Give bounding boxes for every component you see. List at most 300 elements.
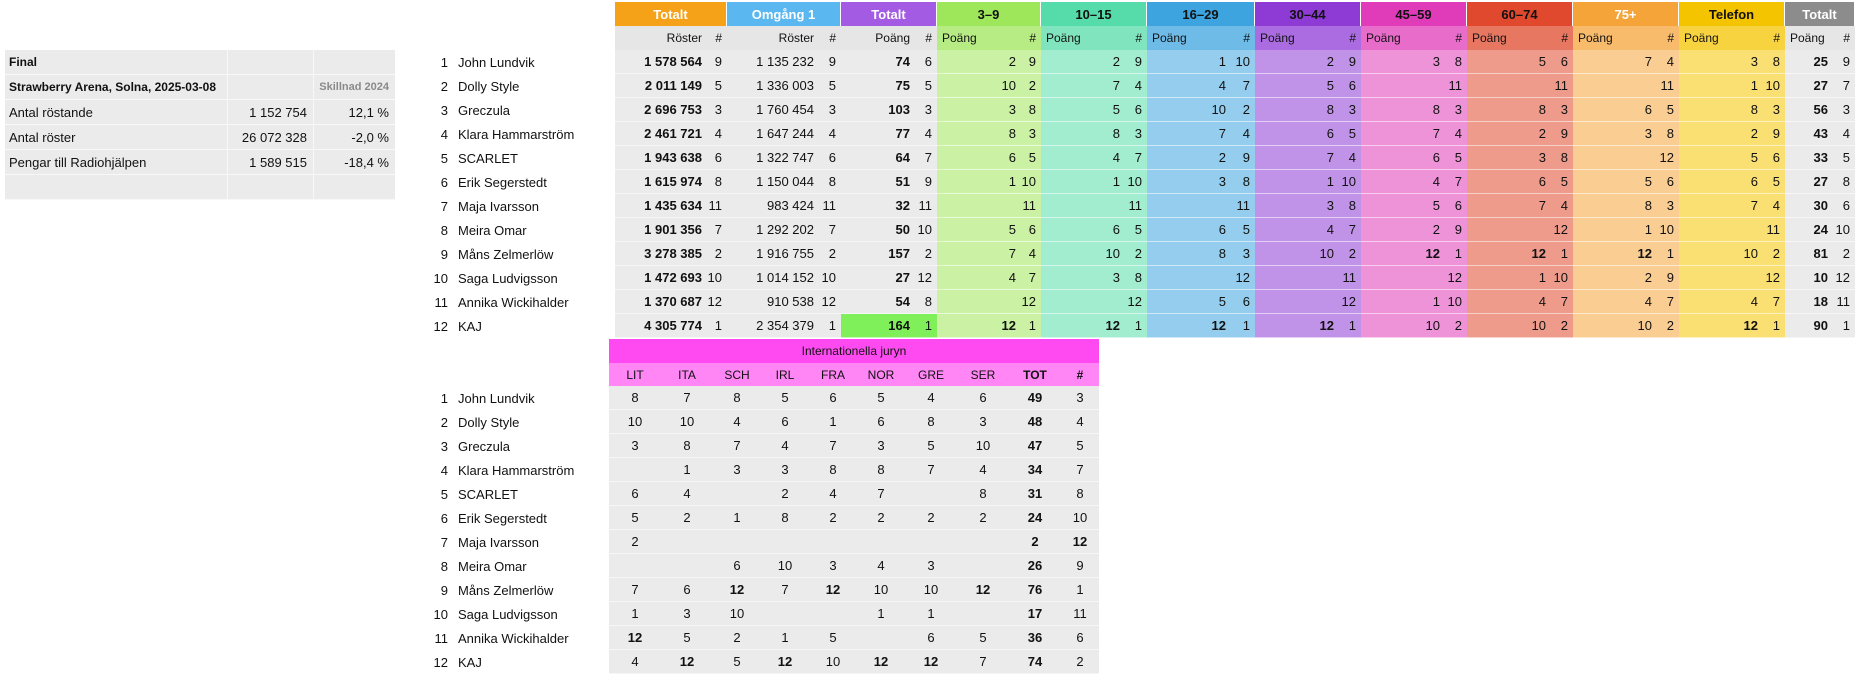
- contestant-name: Erik Segerstedt: [458, 174, 547, 190]
- result-value: 1 336 003: [727, 74, 819, 98]
- result-value: 6: [1255, 122, 1339, 146]
- result-rank: 11: [1231, 194, 1255, 218]
- result-rank: 10: [1125, 170, 1147, 194]
- result-rank: 6: [1763, 146, 1785, 170]
- result-value: [1041, 194, 1125, 218]
- main-names-column: [430, 50, 610, 338]
- group-header-row: [615, 2, 1855, 26]
- result-rank: 7: [1021, 266, 1041, 290]
- result-rank: 10: [1339, 170, 1361, 194]
- jury-score: [905, 482, 957, 505]
- jury-score: 3: [631, 438, 639, 453]
- contestant-row: [430, 98, 610, 122]
- jury-score: 12: [923, 654, 939, 669]
- contestant-name: Erik Segerstedt: [458, 510, 547, 526]
- jury-score: 10: [825, 654, 841, 669]
- jury-score: 8: [631, 390, 639, 405]
- jury-score: 10: [873, 582, 889, 597]
- result-rank: 2: [915, 242, 937, 266]
- jury-score: 10: [627, 414, 643, 429]
- result-value: 8: [1573, 194, 1657, 218]
- contestant-name: Måns Zelmerlöw: [458, 246, 554, 262]
- result-value: 6: [1573, 98, 1657, 122]
- result-rank: 4: [1833, 122, 1855, 146]
- contestant-name: John Lundvik: [458, 390, 535, 406]
- result-rank: 7: [915, 146, 937, 170]
- result-value: 4 305 774: [615, 314, 707, 338]
- result-value: 81: [1785, 242, 1833, 266]
- contestant-name: SCARLET: [458, 150, 518, 166]
- result-rank: 1: [1021, 314, 1041, 338]
- result-value: 7: [1679, 194, 1763, 218]
- sub-header-rank: #: [1125, 26, 1147, 50]
- result-value: 3: [1255, 194, 1339, 218]
- result-rank: 6: [707, 146, 727, 170]
- jury-score: 12: [729, 582, 745, 597]
- result-value: [1147, 194, 1231, 218]
- result-rank: 5: [1445, 146, 1467, 170]
- result-rank: 6: [1339, 74, 1361, 98]
- result-value: 3: [1467, 146, 1551, 170]
- result-rank: 11: [1445, 74, 1467, 98]
- result-rank: 3: [1231, 242, 1255, 266]
- jury-score: 12: [679, 654, 695, 669]
- jury-score: 7: [927, 462, 935, 477]
- contestant-name: SCARLET: [458, 486, 518, 502]
- group-header: 60–74: [1467, 2, 1573, 26]
- result-value: 5: [1147, 290, 1231, 314]
- summary-value: 1 152 754: [227, 100, 313, 124]
- jury-score: [857, 530, 905, 553]
- jury-score: [957, 554, 1009, 577]
- rank-number: 4: [440, 462, 448, 478]
- jury-score: 6: [877, 414, 885, 429]
- result-value: 3 278 385: [615, 242, 707, 266]
- result-value: 6: [1679, 170, 1763, 194]
- result-rank: 9: [1551, 122, 1573, 146]
- jury-header: SCH: [724, 367, 750, 382]
- result-rank: 5: [1021, 146, 1041, 170]
- result-value: 4: [937, 266, 1021, 290]
- result-rank: 12: [1021, 290, 1041, 314]
- result-value: 54: [841, 290, 915, 314]
- result-rank: 9: [1445, 218, 1467, 242]
- result-value: 10: [1041, 242, 1125, 266]
- jury-score: 6: [631, 486, 639, 501]
- result-value: 12: [1147, 314, 1231, 338]
- result-value: 3: [1573, 122, 1657, 146]
- jury-title: Internationella juryn: [609, 339, 1099, 363]
- jury-score: 12: [873, 654, 889, 669]
- result-rank: 6: [1445, 194, 1467, 218]
- result-value: 2 011 149: [615, 74, 707, 98]
- jury-score: 8: [877, 462, 885, 477]
- group-header: 16–29: [1147, 2, 1255, 26]
- result-rank: 12: [915, 266, 937, 290]
- jury-row: [609, 554, 1099, 578]
- jury-score: 7: [829, 438, 837, 453]
- contestant-row: [430, 218, 610, 242]
- result-value: 10: [1785, 266, 1833, 290]
- result-value: 27: [1785, 74, 1833, 98]
- result-rank: 11: [1125, 194, 1147, 218]
- jury-score: [857, 626, 905, 649]
- jury-body: [609, 386, 1099, 674]
- jury-score: 1: [631, 606, 639, 621]
- jury-score: 10: [975, 438, 991, 453]
- result-rank: 4: [1125, 74, 1147, 98]
- jury-score: 1: [877, 606, 885, 621]
- result-value: 1 014 152: [727, 266, 819, 290]
- result-rank: 6: [1657, 170, 1679, 194]
- jury-score: 5: [877, 390, 885, 405]
- result-rank: 9: [915, 170, 937, 194]
- result-value: 983 424: [727, 194, 819, 218]
- contestant-name: Annika Wickihalder: [458, 294, 569, 310]
- result-rank: 1: [1657, 242, 1679, 266]
- result-value: 1 292 202: [727, 218, 819, 242]
- result-rank: 12: [1763, 266, 1785, 290]
- contestant-row: [430, 530, 610, 554]
- result-value: 5: [1573, 170, 1657, 194]
- rank-number: 9: [440, 246, 448, 262]
- result-value: [1467, 74, 1551, 98]
- jury-header: IRL: [775, 367, 795, 382]
- sub-header-value: Poäng: [1467, 26, 1551, 50]
- result-value: 2 696 753: [615, 98, 707, 122]
- jury-score: 3: [683, 606, 691, 621]
- result-value: 12: [1041, 314, 1125, 338]
- jury-score: 8: [829, 462, 837, 477]
- result-value: 2: [1573, 266, 1657, 290]
- jury-score: 17: [1027, 606, 1043, 621]
- summary-row: [5, 150, 395, 175]
- jury-score: 5: [631, 510, 639, 525]
- result-rank: 1: [1339, 314, 1361, 338]
- jury-score: 12: [825, 582, 841, 597]
- jury-score: 48: [1027, 414, 1043, 429]
- result-value: [1573, 74, 1657, 98]
- result-rank: 8: [1125, 266, 1147, 290]
- contestant-row: [430, 266, 610, 290]
- jury-score: 31: [1027, 486, 1043, 501]
- result-value: [937, 290, 1021, 314]
- jury-score: 2: [829, 510, 837, 525]
- jury-row: [609, 434, 1099, 458]
- rank-number: 3: [440, 102, 448, 118]
- jury-score: 10: [1072, 510, 1088, 525]
- result-value: 7: [1361, 122, 1445, 146]
- results-row: [615, 146, 1855, 170]
- result-value: 4: [1467, 290, 1551, 314]
- result-rank: 10: [819, 266, 841, 290]
- contestant-name: Greczula: [458, 102, 511, 118]
- result-rank: 8: [1763, 50, 1785, 74]
- result-rank: 11: [1657, 74, 1679, 98]
- result-rank: 7: [819, 218, 841, 242]
- contestant-name: Annika Wickihalder: [458, 630, 569, 646]
- contestant-row: [430, 122, 610, 146]
- result-value: 2 354 379: [727, 314, 819, 338]
- result-rank: 5: [1763, 170, 1785, 194]
- result-rank: 5: [1657, 98, 1679, 122]
- results-row: [615, 122, 1855, 146]
- jury-header-row: [609, 363, 1099, 386]
- contestant-row: [430, 626, 610, 650]
- result-rank: 12: [819, 290, 841, 314]
- result-value: 3: [937, 98, 1021, 122]
- result-rank: 4: [1763, 194, 1785, 218]
- result-rank: 5: [1125, 218, 1147, 242]
- result-value: 5: [1679, 146, 1763, 170]
- result-value: [1573, 146, 1657, 170]
- result-rank: 7: [707, 218, 727, 242]
- sub-header-value: Poäng: [1147, 26, 1231, 50]
- summary-title: Final: [9, 55, 38, 69]
- results-row: [615, 170, 1855, 194]
- rank-number: 3: [440, 438, 448, 454]
- result-value: [1255, 290, 1339, 314]
- contestant-name: Maja Ivarsson: [458, 534, 539, 550]
- contestant-row: [430, 290, 610, 314]
- group-header: 30–44: [1255, 2, 1361, 26]
- result-rank: 3: [1833, 98, 1855, 122]
- sub-header-row: [615, 26, 1855, 50]
- summary-diff: -2,0 %: [313, 125, 395, 149]
- jury-score: 3: [979, 414, 987, 429]
- jury-score: 7: [781, 582, 789, 597]
- jury-score: 76: [1027, 582, 1043, 597]
- jury-row: [609, 578, 1099, 602]
- result-rank: 9: [1125, 50, 1147, 74]
- result-value: 2: [937, 50, 1021, 74]
- summary-panel: [5, 50, 395, 200]
- result-value: 7: [1573, 50, 1657, 74]
- rank-number: 12: [433, 654, 448, 670]
- jury-score: 6: [979, 390, 987, 405]
- result-value: 1 760 454: [727, 98, 819, 122]
- result-value: 1: [1255, 170, 1339, 194]
- result-value: 157: [841, 242, 915, 266]
- jury-names-column: [430, 386, 610, 674]
- result-rank: 8: [1021, 98, 1041, 122]
- result-value: [1467, 218, 1551, 242]
- result-rank: 6: [819, 146, 841, 170]
- result-rank: 11: [1551, 74, 1573, 98]
- jury-score: 7: [631, 582, 639, 597]
- result-value: 7: [1041, 74, 1125, 98]
- jury-score: 34: [1027, 462, 1043, 477]
- jury-row: [609, 506, 1099, 530]
- result-rank: 6: [1551, 50, 1573, 74]
- result-value: 2 461 721: [615, 122, 707, 146]
- jury-score: 5: [683, 630, 691, 645]
- sub-header-value: Poäng: [1255, 26, 1339, 50]
- jury-header: TOT: [1023, 367, 1047, 382]
- result-value: 1 322 747: [727, 146, 819, 170]
- contestant-row: [430, 410, 610, 434]
- result-rank: 5: [1551, 170, 1573, 194]
- result-rank: 6: [915, 50, 937, 74]
- contestant-row: [430, 50, 610, 74]
- group-header: Totalt: [841, 2, 937, 26]
- group-header: 75+: [1573, 2, 1679, 26]
- contestant-row: [430, 506, 610, 530]
- contestant-name: Meira Omar: [458, 558, 527, 574]
- result-value: 10: [1361, 314, 1445, 338]
- jury-header: NOR: [867, 367, 895, 382]
- jury-row: [609, 410, 1099, 434]
- result-value: 5: [1467, 50, 1551, 74]
- result-value: 74: [841, 50, 915, 74]
- result-rank: 11: [1339, 266, 1361, 290]
- result-value: [937, 194, 1021, 218]
- result-value: 8: [1467, 98, 1551, 122]
- jury-score: 3: [877, 438, 885, 453]
- sub-header-value: Poäng: [1785, 26, 1833, 50]
- result-value: 6: [1041, 218, 1125, 242]
- result-value: 1 916 755: [727, 242, 819, 266]
- result-rank: 11: [915, 194, 937, 218]
- result-value: 43: [1785, 122, 1833, 146]
- result-rank: 2: [1551, 314, 1573, 338]
- results-row: [615, 242, 1855, 266]
- result-rank: 1: [1763, 314, 1785, 338]
- contestant-row: [430, 458, 610, 482]
- contestant-row: [430, 314, 610, 338]
- results-table: [615, 2, 1855, 338]
- contestant-row: [430, 602, 610, 626]
- jury-score: 9: [1076, 558, 1084, 573]
- jury-score: 2: [1031, 534, 1039, 549]
- result-rank: 7: [1445, 170, 1467, 194]
- jury-score: 10: [729, 606, 745, 621]
- result-rank: 4: [1657, 50, 1679, 74]
- sub-header-value: Röster: [615, 26, 707, 50]
- result-value: 64: [841, 146, 915, 170]
- jury-score: 5: [979, 630, 987, 645]
- summary-label: Antal röster: [9, 129, 76, 145]
- result-value: 4: [1041, 146, 1125, 170]
- result-value: 7: [1467, 194, 1551, 218]
- result-rank: 1: [707, 314, 727, 338]
- group-header: 10–15: [1041, 2, 1147, 26]
- rank-number: 9: [440, 582, 448, 598]
- result-rank: 7: [1125, 146, 1147, 170]
- result-rank: 2: [1657, 314, 1679, 338]
- jury-header: FRA: [821, 367, 845, 382]
- jury-score: 8: [1076, 486, 1084, 501]
- result-value: 5: [1255, 74, 1339, 98]
- result-rank: 1: [1445, 242, 1467, 266]
- result-rank: 7: [1763, 290, 1785, 314]
- jury-row: [609, 602, 1099, 626]
- result-rank: 3: [1125, 122, 1147, 146]
- result-rank: 10: [1021, 170, 1041, 194]
- jury-score: [661, 530, 713, 553]
- jury-score: 4: [877, 558, 885, 573]
- group-header: Totalt: [615, 2, 727, 26]
- result-rank: 8: [1833, 170, 1855, 194]
- rank-number: 5: [440, 150, 448, 166]
- jury-score: 24: [1027, 510, 1043, 525]
- result-value: 1: [1041, 170, 1125, 194]
- result-value: [1361, 266, 1445, 290]
- jury-score: 5: [781, 390, 789, 405]
- summary-diff: -18,4 %: [313, 150, 395, 174]
- jury-score: 1: [683, 462, 691, 477]
- jury-score: 6: [733, 558, 741, 573]
- result-rank: 7: [1551, 290, 1573, 314]
- result-rank: 3: [1445, 98, 1467, 122]
- summary-empty-row: [5, 175, 395, 200]
- contestant-name: Saga Ludvigsson: [458, 270, 558, 286]
- result-value: 12: [1679, 314, 1763, 338]
- result-value: 7: [1147, 122, 1231, 146]
- result-value: 1: [1361, 290, 1445, 314]
- jury-score: 3: [733, 462, 741, 477]
- result-value: 77: [841, 122, 915, 146]
- result-rank: 3: [1551, 98, 1573, 122]
- jury-score: [905, 530, 957, 553]
- contestant-name: Maja Ivarsson: [458, 198, 539, 214]
- result-value: [1679, 266, 1763, 290]
- jury-score: [609, 554, 661, 577]
- jury-score: [809, 530, 857, 553]
- jury-header: GRE: [917, 367, 944, 382]
- jury-score: 10: [679, 414, 695, 429]
- result-value: 2: [1467, 122, 1551, 146]
- jury-score: 5: [733, 654, 741, 669]
- result-value: [1679, 218, 1763, 242]
- contestant-row: [430, 434, 610, 458]
- rank-number: 5: [440, 486, 448, 502]
- contestant-row: [430, 242, 610, 266]
- result-rank: 12: [1445, 266, 1467, 290]
- result-rank: 8: [1445, 50, 1467, 74]
- rank-number: 10: [433, 270, 448, 286]
- result-rank: 3: [1763, 98, 1785, 122]
- result-rank: 9: [1657, 266, 1679, 290]
- jury-score: 7: [683, 390, 691, 405]
- result-value: 7: [1255, 146, 1339, 170]
- result-value: 5: [1041, 98, 1125, 122]
- group-header: 45–59: [1361, 2, 1467, 26]
- result-value: 1 615 974: [615, 170, 707, 194]
- result-value: 6: [1361, 146, 1445, 170]
- jury-score: 4: [781, 438, 789, 453]
- summary-label: Pengar till Radiohjälpen: [9, 154, 147, 170]
- result-value: 1 647 244: [727, 122, 819, 146]
- jury-header: SER: [970, 367, 996, 382]
- sub-header-value: Poäng: [1679, 26, 1763, 50]
- result-value: 4: [1147, 74, 1231, 98]
- result-value: [1041, 290, 1125, 314]
- jury-score: 6: [829, 390, 837, 405]
- sub-header-rank: #: [819, 26, 841, 50]
- jury-row: [609, 386, 1099, 410]
- result-value: 4: [1679, 290, 1763, 314]
- result-rank: 2: [819, 242, 841, 266]
- result-value: 5: [937, 218, 1021, 242]
- result-value: 4: [1255, 218, 1339, 242]
- result-rank: 7: [1231, 74, 1255, 98]
- result-rank: 8: [915, 290, 937, 314]
- rank-number: 1: [440, 390, 448, 406]
- results-row: [615, 218, 1855, 242]
- result-value: 10: [1255, 242, 1339, 266]
- result-value: 1: [1573, 218, 1657, 242]
